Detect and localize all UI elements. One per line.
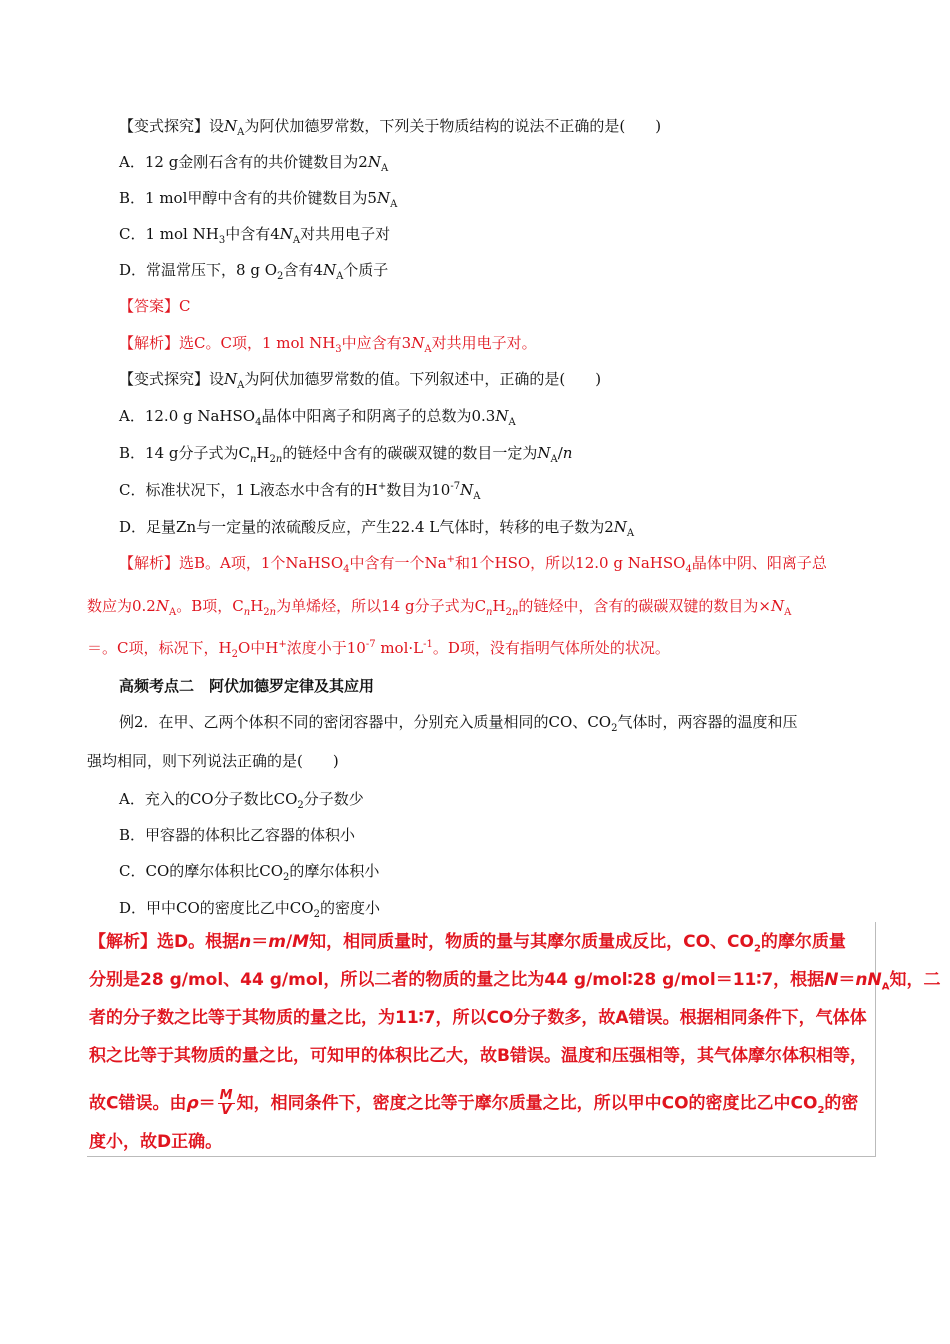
example-analysis-line-4: 积之比等于其物质的量之比，可知甲的体积比乙大，故B错误。温度和压强相等，其气体摩尔体积相等，	[89, 1046, 867, 1066]
q2-option-b: B．14 g分子式为$C_nH_{2n}$的链烃中含有的碳碳双键的数目一定为$N_A/n$	[119, 444, 573, 465]
q1-option-d: D．常温常压下，8 g $O_2$含有$4N_A$个质子	[119, 261, 389, 282]
example-stem-line-2: 强均相同，则下列说法正确的是( )	[87, 752, 339, 770]
q1-option-c: C．1 mol $NH_3$中含有$4N_A$对共用电子对	[119, 225, 391, 246]
analysis-box	[87, 922, 876, 1157]
example-analysis-line-6: 度小，故D正确。	[89, 1132, 223, 1152]
q2-analysis-line-1: 【解析】选B。A项，1个NaHSO$_4$中含有一个Na+和1个HSO，所以12.0 g NaHSO$_4$晶体中阴、阳离子总	[119, 554, 827, 575]
q1-answer: 【答案】C	[119, 297, 191, 315]
example-analysis-line-5: 故C错误。由ρ＝ $\frac{M}{V}$ 知，相同条件下，密度之比等于摩尔质量之比，所以甲中CO的密度比乙中$CO_2$的密	[89, 1088, 859, 1118]
q1-stem: 【变式探究】设$N_A$为阿伏加德罗常数，下列关于物质结构的说法不正确的是( )	[119, 117, 662, 138]
example-analysis-line-3: 者的分子数之比等于其物质的量之比，为11∶7，所以CO分子数多，故A错误。根据相同条件下，气体体	[89, 1008, 867, 1028]
density-fraction: $\frac{M}{V}$	[219, 1088, 233, 1118]
q2-option-d: D．足量Zn与一定量的浓硫酸反应，产生22.4 L气体时，转移的电子数为$2N_A$	[119, 518, 635, 539]
q1-option-b: B．1 mol甲醇中含有的共价键数目为$5N_A$	[119, 189, 398, 210]
q2-analysis-line-2: 数应为$0.2N_A$。B项，$C_nH_{2n}$为单烯烃，所以14 g分子式为$C_nH_{2n}$的链烃中，含有的碳碳双键的数目为$\times N_A$	[87, 597, 792, 618]
example-option-c: C．CO的摩尔体积比$CO_2$的摩尔体积小	[119, 862, 380, 883]
example-option-b: B．甲容器的体积比乙容器的体积小	[119, 826, 356, 844]
example-analysis-line-2: 分别是28 g/mol、44 g/mol，所以二者的物质的量之比为44 g/mol∶28 g/mol＝11∶7，根据$N=nN_A$知，二	[89, 970, 941, 993]
q2-option-a: A．12.0 g NaHSO$_4$晶体中阳离子和阴离子的总数为$0.3N_A$	[119, 407, 516, 428]
q1-option-a: A．12 g金刚石含有的共价键数目为$2N_A$	[119, 153, 389, 174]
example-option-a: A．充入的CO分子数比$CO_2$分子数少	[119, 790, 364, 811]
q2-analysis-line-3: ＝。C项，标况下，$H_2O$中H+浓度小于$10^{-7}$ $mol\cdot L^{-1}$。D项，没有指明气体所处的状况。	[87, 639, 670, 660]
q2-stem: 【变式探究】设$N_A$为阿伏加德罗常数的值。下列叙述中，正确的是( )	[119, 370, 602, 391]
example-stem-line-1: 例2．在甲、乙两个体积不同的密闭容器中，分别充入质量相同的CO、$CO_2$气体时，两容器的温度和压	[119, 713, 798, 734]
example-option-d: D．甲中CO的密度比乙中$CO_2$的密度小	[119, 899, 380, 920]
q1-analysis: 【解析】选C。C项，1 mol $NH_3$中应含有$3N_A$对共用电子对。	[119, 334, 537, 355]
q2-option-c: C．标准状况下，1 L液态水中含有的H+数目为$10^{-7}N_A$	[119, 481, 481, 502]
example-analysis-line-1: 【解析】选D。根据n＝m/M知，相同质量时，物质的量与其摩尔质量成反比，CO、$CO_2$的摩尔质量	[89, 932, 846, 955]
section-title: 高频考点二 阿伏加德罗定律及其应用	[119, 677, 375, 695]
